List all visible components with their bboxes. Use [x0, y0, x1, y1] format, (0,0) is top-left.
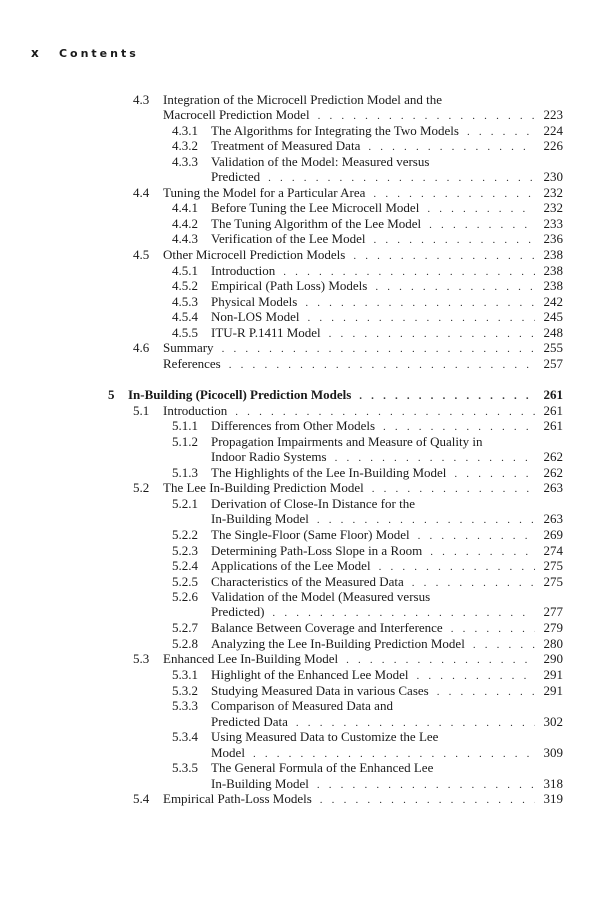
toc-entry-title: Validation of the Model: Measured versus [211, 154, 430, 169]
toc-entry-title: Validation of the Model (Measured versus [211, 589, 431, 604]
toc-entry-number: 5.2.7 [172, 620, 198, 635]
toc-entry [172, 278, 563, 294]
toc-entry-number: 4.5 [133, 247, 150, 262]
toc-entry [172, 138, 563, 154]
toc-entry-page: 236 [543, 231, 563, 246]
toc-entry [172, 263, 563, 279]
toc-entry-number: 4.3.2 [172, 138, 198, 153]
toc-entry-title: In-Building (Picocell) Prediction Models [128, 387, 352, 402]
toc-entry-title: Summary [163, 340, 214, 355]
toc-entry [172, 123, 563, 139]
toc-entry-number: 4.5.4 [172, 309, 198, 324]
toc-entry-title: Differences from Other Models [211, 418, 376, 433]
toc-entry-number: 5.2.8 [172, 636, 198, 651]
toc-entry [172, 636, 563, 652]
toc-entry [172, 418, 563, 434]
toc-entry-page: 280 [543, 636, 563, 651]
toc-entry [133, 403, 563, 419]
toc-entry [133, 185, 563, 201]
toc-entry-title: Treatment of Measured Data [211, 138, 361, 153]
toc-entry-number: 4.4.2 [172, 216, 198, 231]
toc-entry-title: Before Tuning the Lee Microcell Model [211, 200, 420, 215]
toc-entry-title: References [163, 356, 221, 371]
toc-entry-number: 5.2 [133, 480, 150, 495]
leader-dots [368, 139, 535, 155]
toc-entry [172, 667, 563, 683]
toc-entry-title: ITU-R P.1411 Model [211, 325, 321, 340]
toc-entry-page: 277 [543, 604, 563, 619]
toc-entry-title: Using Measured Data to Customize the Lee [211, 729, 439, 744]
leader-dots [222, 341, 535, 357]
running-title: Contents [58, 47, 139, 60]
toc-entry-title: Analyzing the Lee In-Building Prediction Model [211, 636, 465, 651]
toc-entry [211, 745, 563, 761]
toc-entry [172, 729, 438, 745]
toc-entry-number: 4.3 [133, 92, 150, 107]
toc-entry [172, 574, 563, 590]
toc-entry-title: Other Microcell Prediction Models [163, 247, 346, 262]
toc-entry-title: Studying Measured Data in various Cases [211, 683, 429, 698]
toc-entry-page: 274 [543, 543, 563, 558]
leader-dots [229, 357, 535, 373]
toc-entry-page: 238 [543, 263, 563, 278]
toc-entry-number: 5.3.5 [172, 760, 198, 775]
toc-entry-title: The Single-Floor (Same Floor) Model [211, 527, 410, 542]
toc-entry-number: 5.2.2 [172, 527, 198, 542]
toc-entry [211, 511, 563, 527]
toc-entry-page: 223 [543, 107, 563, 122]
toc-entry-title: Propagation Impairments and Measure of Quality in [211, 434, 483, 449]
toc-entry [172, 760, 433, 776]
leader-dots [374, 232, 536, 248]
toc-entry [172, 325, 563, 341]
toc-entry-title: The Highlights of the Lee In-Building Model [211, 465, 447, 480]
toc-entry-number: 5.2.4 [172, 558, 198, 573]
toc-entry [163, 107, 563, 123]
toc-entry-title: Derivation of Close-In Distance for the [211, 496, 415, 511]
toc-entry-number: 5.3.2 [172, 683, 198, 698]
toc-entry-title: Predicted Data [211, 714, 288, 729]
toc-entry-title: Applications of the Lee Model [211, 558, 371, 573]
toc-entry-page: 290 [543, 651, 563, 666]
toc-entry-page: 242 [543, 294, 563, 309]
leader-dots [335, 450, 535, 466]
toc-entry [133, 247, 563, 263]
toc-entry-number: 5.3.3 [172, 698, 198, 713]
toc-entry-number: 4.4 [133, 185, 150, 200]
toc-entry-page: 224 [543, 123, 563, 138]
toc-entry-title: Non-LOS Model [211, 309, 300, 324]
toc-entry-number: 5.2.1 [172, 496, 198, 511]
leader-dots [416, 668, 535, 684]
toc-entry-title: Predicted) [211, 604, 265, 619]
toc-entry-page: 319 [543, 791, 563, 806]
toc-entry-title: Verification of the Lee Model [211, 231, 366, 246]
toc-entry-title: The Lee In-Building Prediction Model [163, 480, 364, 495]
leader-dots [375, 279, 535, 295]
toc-entry-title: The Tuning Algorithm of the Lee Model [211, 216, 422, 231]
toc-entry [172, 465, 563, 481]
toc-entry [211, 776, 563, 792]
toc-entry-title: The General Formula of the Enhanced Lee [211, 760, 434, 775]
toc-entry [172, 527, 563, 543]
toc-entry-title: Introduction [211, 263, 276, 278]
leader-dots [359, 388, 535, 404]
toc-entry-page: 275 [543, 574, 563, 589]
leader-dots [383, 419, 535, 435]
toc-entry-title: In-Building Model [211, 776, 309, 791]
toc-entry-number: 5.3.4 [172, 729, 198, 744]
toc-entry-page: 232 [543, 185, 563, 200]
toc-entry [172, 620, 563, 636]
leader-dots [317, 512, 535, 528]
toc-entry-page: 318 [543, 776, 563, 791]
toc-entry [133, 480, 563, 496]
toc-entry-title: The Algorithms for Integrating the Two Models [211, 123, 459, 138]
leader-dots [307, 310, 535, 326]
toc-entry [133, 791, 563, 807]
leader-dots [412, 575, 535, 591]
toc-entry-number: 5.2.3 [172, 543, 198, 558]
toc-entry-number: 4.5.1 [172, 263, 198, 278]
toc-entry-page: 226 [543, 138, 563, 153]
toc-entry-title: Indoor Radio Systems [211, 449, 327, 464]
toc-entry [172, 698, 393, 714]
toc-entry [211, 604, 563, 620]
leader-dots [427, 201, 535, 217]
toc-entry-page: 262 [543, 449, 563, 464]
leader-dots [346, 652, 535, 668]
leader-dots [268, 170, 535, 186]
toc-entry-title: Predicted [211, 169, 261, 184]
toc-entry-number: 4.5.3 [172, 294, 198, 309]
toc-entry-title: Physical Models [211, 294, 298, 309]
toc-entry-number: 4.3.1 [172, 123, 198, 138]
toc-entry [172, 154, 429, 170]
toc-entry-title: Balance Between Coverage and Interference [211, 620, 443, 635]
toc-entry-title: Model [211, 745, 245, 760]
toc-entry-title: Enhanced Lee In-Building Model [163, 651, 339, 666]
toc-entry-title: Comparison of Measured Data and [211, 698, 393, 713]
toc-entry-title: Empirical Path-Loss Models [163, 791, 312, 806]
toc-entry [133, 651, 563, 667]
toc-entry-number: 5.1.3 [172, 465, 198, 480]
toc-entry-title: In-Building Model [211, 511, 309, 526]
toc-entry-title: Determining Path-Loss Slope in a Room [211, 543, 423, 558]
running-header [31, 46, 139, 60]
toc-entry-title: Characteristics of the Measured Data [211, 574, 404, 589]
toc-entry-number: 4.6 [133, 340, 150, 355]
leader-dots [372, 481, 535, 497]
toc-entry [211, 714, 563, 730]
toc-entry-number: 4.5.2 [172, 278, 198, 293]
toc-entry-title: Integration of the Microcell Prediction Model and the [163, 92, 443, 107]
toc-entry-page: 291 [543, 667, 563, 682]
toc-entry [172, 216, 563, 232]
toc-entry [172, 231, 563, 247]
toc-entry [133, 92, 442, 108]
toc-entry [172, 294, 563, 310]
leader-dots [272, 605, 535, 621]
toc-entry [172, 683, 563, 699]
leader-dots [451, 621, 535, 637]
toc-entry [172, 200, 563, 216]
toc-entry-page: 291 [543, 683, 563, 698]
toc-entry [133, 340, 563, 356]
toc-entry-page: 245 [543, 309, 563, 324]
toc-entry-title: Highlight of the Enhanced Lee Model [211, 667, 409, 682]
toc-entry [172, 589, 430, 605]
toc-entry-title: Macrocell Prediction Model [163, 107, 310, 122]
leader-dots [318, 108, 535, 124]
toc-entry-page: 238 [543, 247, 563, 262]
toc-entry-page: 261 [543, 418, 563, 433]
toc-entry-page: 232 [543, 200, 563, 215]
toc-entry-number: 5.3 [133, 651, 150, 666]
toc-entry-page: 261 [543, 403, 563, 418]
toc-entry-number: 5.4 [133, 791, 150, 806]
toc-entry-page: 309 [543, 745, 563, 760]
toc-entry-page: 263 [543, 511, 563, 526]
toc-entry-number: 5.2.6 [172, 589, 198, 604]
toc-entry-number: 5 [108, 387, 115, 402]
toc-entry-number: 5.1.1 [172, 418, 198, 433]
toc-entry-number: 5.2.5 [172, 574, 198, 589]
toc-entry-number: 4.3.3 [172, 154, 198, 169]
toc-entry-page: 263 [543, 480, 563, 495]
toc-entry-page: 257 [543, 356, 563, 371]
toc-entry-number: 4.5.5 [172, 325, 198, 340]
leader-dots [418, 528, 535, 544]
toc-entry [172, 496, 415, 512]
toc-entry-number: 5.1 [133, 403, 150, 418]
toc-entry-number: 5.1.2 [172, 434, 198, 449]
toc-entry [172, 434, 483, 450]
toc-entry-page: 261 [543, 387, 563, 402]
toc-entry-page: 269 [543, 527, 563, 542]
toc-entry-page: 262 [543, 465, 563, 480]
toc-entry-page: 238 [543, 278, 563, 293]
toc-entry [211, 449, 563, 465]
toc-entry [163, 356, 563, 372]
toc-entry-number: 4.4.1 [172, 200, 198, 215]
toc-entry [172, 558, 563, 574]
toc-entry-page: 275 [543, 558, 563, 573]
toc-entry-page: 248 [543, 325, 563, 340]
toc-entry-title: Tuning the Model for a Particular Area [163, 185, 366, 200]
toc-entry-page: 302 [543, 714, 563, 729]
toc-entry [172, 309, 563, 325]
toc-entry-page: 279 [543, 620, 563, 635]
leader-dots [353, 248, 535, 264]
toc-entry [172, 543, 563, 559]
page-number: x [31, 46, 39, 60]
toc-entry-number: 4.4.3 [172, 231, 198, 246]
toc-entry-title: Empirical (Path Loss) Models [211, 278, 368, 293]
toc-entry-title: Introduction [163, 403, 228, 418]
toc-entry-page: 255 [543, 340, 563, 355]
leader-dots [320, 792, 535, 808]
toc-entry-number: 5.3.1 [172, 667, 198, 682]
toc-entry [211, 169, 563, 185]
toc-entry [108, 387, 563, 403]
leader-dots [379, 559, 535, 575]
leader-dots [437, 684, 535, 700]
toc-entry-page: 230 [543, 169, 563, 184]
toc-entry-page: 233 [543, 216, 563, 231]
